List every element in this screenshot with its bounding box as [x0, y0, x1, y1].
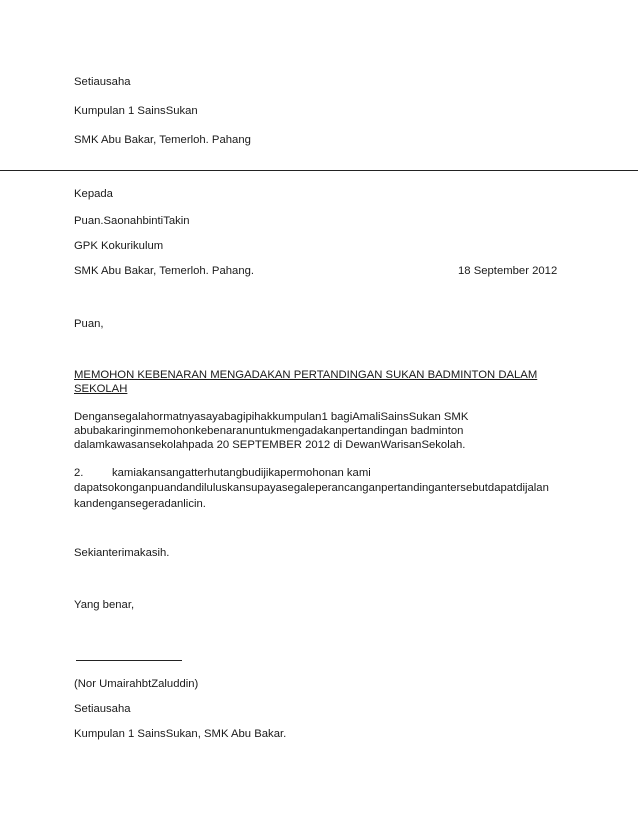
para1-line-2: abubakaringinmemohonkebenaranuntukmengadakanpertandingan badminton: [74, 425, 464, 437]
subject-line-2: SEKOLAH: [74, 383, 128, 395]
para2-line-1-text: kamiakansangatterhutangbudijikapermohonan kami: [112, 467, 371, 479]
para1-line-1: Dengansegalahormatnyasayabagipihakkumpulan1 bagiAmaliSainsSukan SMK: [74, 411, 469, 423]
signature-line: [76, 660, 182, 661]
letter-date: 18 September 2012: [458, 265, 558, 277]
para1-line-3: dalamkawasansekolahpada 20 SEPTEMBER 2012 di DewanWarisanSekolah.: [74, 439, 466, 451]
recipient-label: Kepada: [74, 188, 113, 200]
closing-thanks: Sekianterimakasih.: [74, 547, 170, 559]
recipient-position: GPK Kokurikulum: [74, 240, 164, 252]
salutation: Puan,: [74, 318, 104, 330]
closing-regards: Yang benar,: [74, 599, 135, 611]
signature-group: Kumpulan 1 SainsSukan, SMK Abu Bakar.: [74, 728, 287, 740]
signature-name: (Nor UmairahbtZaluddin): [74, 678, 199, 690]
header-divider: [0, 170, 638, 171]
signature-role: Setiausaha: [74, 703, 131, 715]
recipient-name: Puan.SaonahbintiTakin: [74, 215, 190, 227]
para2-number: 2.: [74, 467, 84, 479]
recipient-address: SMK Abu Bakar, Temerloh. Pahang.: [74, 265, 255, 277]
subject-line-1: MEMOHON KEBENARAN MENGADAKAN PERTANDINGAN SUKAN BADMINTON DALAM: [74, 369, 538, 381]
sender-group: Kumpulan 1 SainsSukan: [74, 105, 198, 117]
para2-line-1: [74, 466, 371, 480]
para2-line-3: kandengansegeradanlicin.: [74, 498, 206, 510]
para2-line-2: dapatsokonganpuandandiluluskansupayasegaleperancanganpertandingantersebutdapatdijalan: [74, 482, 549, 494]
sender-role: Setiausaha: [74, 76, 131, 88]
sender-address: SMK Abu Bakar, Temerloh. Pahang: [74, 134, 251, 146]
